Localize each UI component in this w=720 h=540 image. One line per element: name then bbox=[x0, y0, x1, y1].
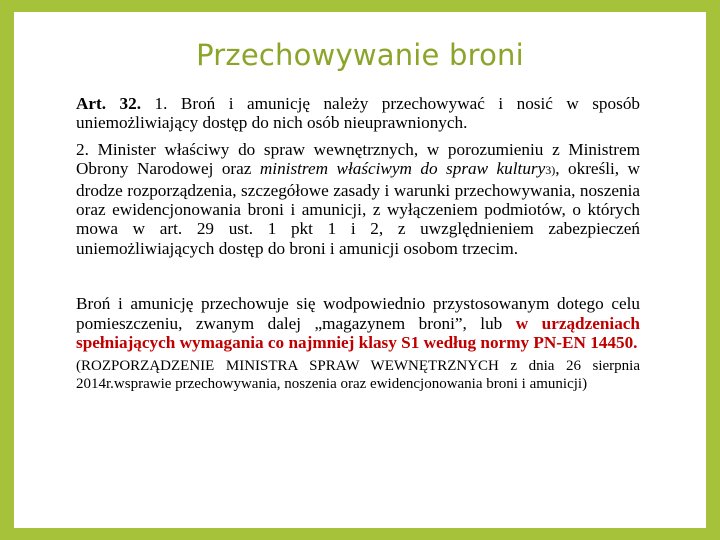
paragraph-3-start: Broń i amunicję przechowuje się wodpowiednio przystosowanym dotego celu pomieszczeniu, zwanym dalej „magazynem broni”, lub bbox=[76, 294, 640, 333]
paragraph-article-32 bbox=[76, 94, 640, 133]
paragraph-2-italic: ministrem właściwym do spraw kultury bbox=[259, 159, 546, 179]
paragraph-2-end: , określi, w drodze rozporządzenia, szczegółowe zasady i warunki przechowywania, noszenia oraz ewidencjonowania broni i amunicji, z wyłączeniem podmiotów, o których mowa w art. 29 ust. 1 pkt 1 i 2, z uwzględnieniem zabezpieczeń uniemożliwiających dostęp do broni i amunicji osobom trzecim. bbox=[76, 159, 640, 258]
slide-title: Przechowywanie broni bbox=[196, 38, 524, 72]
paragraph-1-text: 1. Broń i amunicję należy przechowywać i nosić w sposób uniemożliwiający dostęp do nich osób nieuprawnionych. bbox=[76, 94, 641, 133]
paragraph-storage bbox=[76, 294, 640, 352]
paragraph-minister bbox=[76, 140, 640, 258]
paragraph-2-start: 2. Minister właściwy do spraw wewnętrznych, w porozumieniu z Ministrem Obrony Narodowej oraz bbox=[76, 139, 640, 179]
article-label: Art. 32. bbox=[76, 94, 142, 113]
slide-body bbox=[76, 94, 640, 393]
paragraph-regulation-source: (ROZPORZĄDZENIE MINISTRA SPRAW WEWNĘTRZNYCH z dnia 26 sierpnia 2014r.wsprawie przechowywania, noszenia oraz ewidencjonowania broni i amunicji) bbox=[76, 358, 640, 392]
paragraph-3-emphasis: w urządzeniach spełniających wymagania co najmniej klasy S1 według normy PN-EN 14450. bbox=[76, 313, 640, 353]
slide bbox=[14, 12, 706, 528]
footnote-marker: 3) bbox=[545, 163, 556, 178]
